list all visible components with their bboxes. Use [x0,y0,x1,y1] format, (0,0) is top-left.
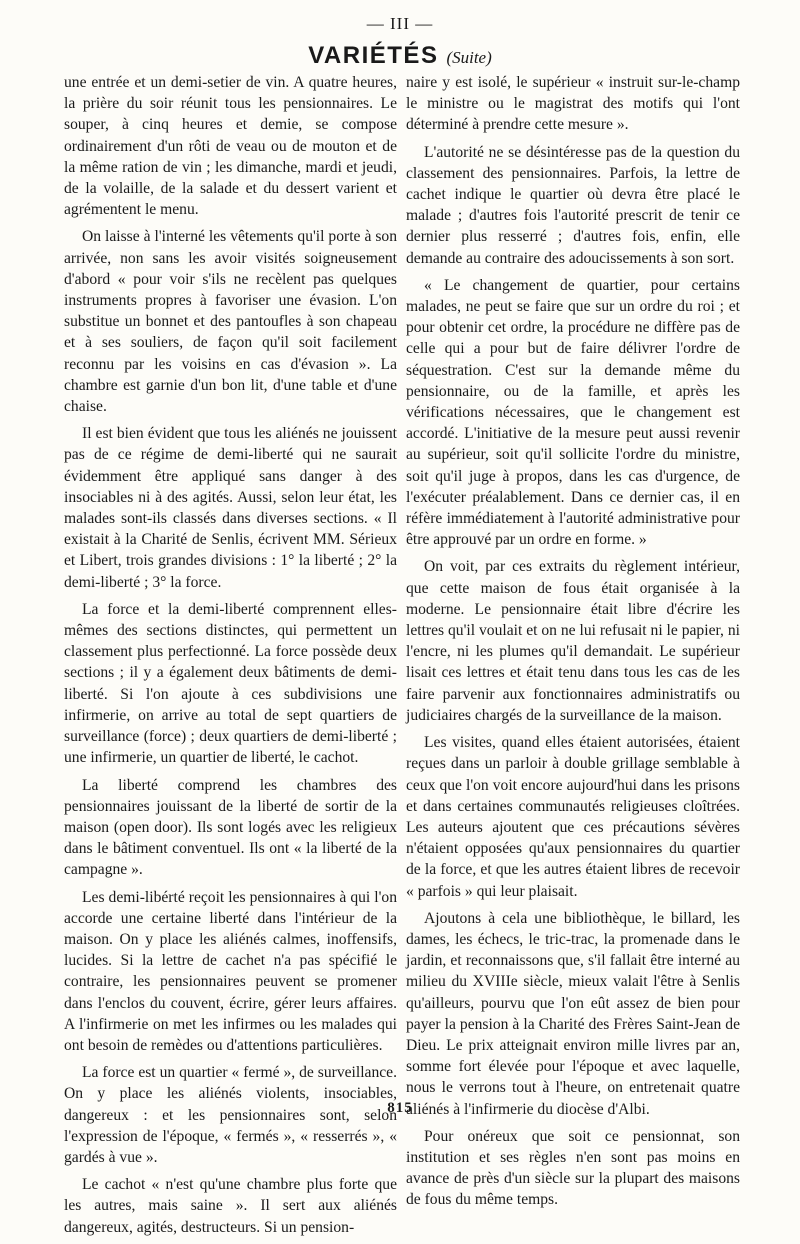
right-column [406,72,740,1217]
paragraph: On laisse à l'interné les vêtements qu'il porte à son arrivée, non sans les avoir visités soigneusement d'abord « pour voir s'ils ne recèlent pas quelques instruments propres à favoriser une évasion. L'on substitue un bonnet et des pantoufles à son chapeau et à ses souliers, de façon qu'il soit facilement reconnu par les voisins en cas d'évasion ». La chambre est garnie d'un bon lit, d'une table et d'une chaise. [64,228,397,416]
footer-page-number: 815 [387,1100,413,1116]
paragraph: La force et la demi-liberté comprennent elles-mêmes des sections distinctes, qui permettent un classement plus perfectionné. La force possède deux sections ; il y a également deux bâtiments de demi-liberté. Si l'on ajoute à ces subdivisions une infirmerie, on arrive au total de sept quartiers de surveillance (force) ; deux quartiers de demi-liberté ; une infirmerie, un quartier de liberté, le cachot. [64,600,397,767]
section-header [0,42,800,70]
paragraph: Il est bien évident que tous les aliénés ne jouissent pas de ce régime de demi-liberté qui ne saurait évidemment être appliqué sans danger à des insociables ni à des agités. Aussi, selon leur état, les malades sont-ils classés dans diverses sections. « Il existait à la Charité de Senlis, écrivent MM. Sérieux et Libert, trois grandes divisions : 1° la liberté ; 2° la demi-liberté ; 3° la force. [64,425,397,591]
paragraph: L'autorité ne se désintéresse pas de la question du classement des pensionnaires. Parfois, la lettre de cachet indique le quartier où devra être placé le malade ; d'autres fois l'autorité prescrit de tenir ce dernier plus resserré ; d'autres fois, enfin, elle demande au contraire des adoucissements à son sort. [406,143,740,267]
paragraph: La force est un quartier « fermé », de surveillance. On y place les aliénés violents, insociables, dangereux : et les pensionnaires sont, selon l'expression de l'époque, « fermés », « resserrés », « gardés à vue ». [64,1064,397,1166]
section-subtitle: (Suite) [446,48,492,67]
paragraph: Pour onéreux que soit ce pensionnat, son institution et ses règles n'en sont pas moins en avance de près d'un siècle sur la plupart des maisons de fous du même temps. [406,1127,740,1209]
paragraph: naire y est isolé, le supérieur « instruit sur-le-champ le ministre ou le magistrat des motifs qui l'ont déterminé à prendre cette mesure ». [406,74,740,134]
section-title: VARIÉTÉS [308,42,439,69]
paragraph: Les demi-libérté reçoit les pensionnaires à qui l'on accorde une certaine liberté dans l'intérieur de la maison. On y place les aliénés calmes, inoffensifs, lucides. Si la lettre de cachet n'a pas spécifié le contraire, les pensionnaires peuvent se promener dans l'enclos du couvent, écrire, gérer leurs affaires. A l'infirmerie on met les infirmes ou les malades qui ont besoin de remèdes ou d'attentions particulières. [64,888,397,1054]
page-number: — III — [366,14,434,33]
paragraph: La liberté comprend les chambres des pensionnaires jouissant de la liberté de sortir de la maison (open door). Ils sont logés avec les religieux dans le bâtiment conventuel. Ils ont « la liberté de la campagne ». [64,776,397,879]
paragraph: une entrée et un demi-setier de vin. A quatre heures, la prière du soir réunit tous les pensionnaires. Le souper, à cinq heures et demie, se compose ordinairement d'un rôti de veau ou de mouton et de la même ration de vin ; les dimanche, mardi et jeudi, de la volaille, de la salade et du dessert varient et agrémentent le menu. [64,74,397,219]
paragraph: On voit, par ces extraits du règlement intérieur, que cette maison de fous était organisée à la moderne. Le pensionnaire était libre d'écrire les lettres qu'il voulait et on ne lui refusait ni le papier, ni l'encre, ni les plumes qu'il demandait. Le supérieur lisait ces lettres et était tenu dans tous les cas de les faire parvenir aux fonctionnaires administratifs ou judiciaires chargés de la surveillance de la maison. [406,558,740,724]
paragraph: Le cachot « n'est qu'une chambre plus forte que les autres, mais saine ». Il sert aux aliénés dangereux, agités, destructeurs. Si un pension- [64,1176,397,1236]
left-column [64,72,397,1244]
paragraph: Ajoutons à cela une bibliothèque, le billard, les dames, les échecs, le tric-trac, la promenade dans le jardin, et reconnaissons que, s'il fallait être interné au milieu du XVIIIe siècle, mieux valait l'être à Senlis qu'ailleurs, pourvu que l'on eût assez de bien pour payer la pension à la Charité des Frères Saint-Jean de Dieu. Le prix atteignait environ mille livres par an, somme fort élevée pour l'époque et avec laquelle, nous le verrons tout à l'heure, on entretenait quatre aliénés à l'infirmerie du diocèse d'Albi. [406,909,740,1118]
paragraph: Les visites, quand elles étaient autorisées, étaient reçues dans un parloir à double grillage semblable à ceux que l'on voit encore aujourd'hui dans les prisons et dans certaines communautés religieuses cloîtrées. Les auteurs ajoutent que ces précautions sévères n'étaient opposées qu'aux pensionnaires du quartier de la force, et que les autres étaient libres de recevoir « parfois » qui leur plaisait. [406,734,740,900]
paragraph: « Le changement de quartier, pour certains malades, ne peut se faire que sur un ordre du roi ; et pour obtenir cet ordre, la procédure ne diffère pas de celle qui a pour but de faire délivrer l'ordre de séquestration. C'est sur la demande même du pensionnaire, ou de la famille, et après les vérifications nécessaires, que le changement est accordé. L'initiative de la mesure peut aussi revenir au supérieur, soit qu'il sollicite l'ordre du ministre, soit qu'il juge à propos, dans les cas d'urgence, de l'exécuter préalablement. Dans ce dernier cas, il en réfère immédiatement à l'autorité administrative pour être approuvé par un ordre en forme. » [406,276,740,549]
